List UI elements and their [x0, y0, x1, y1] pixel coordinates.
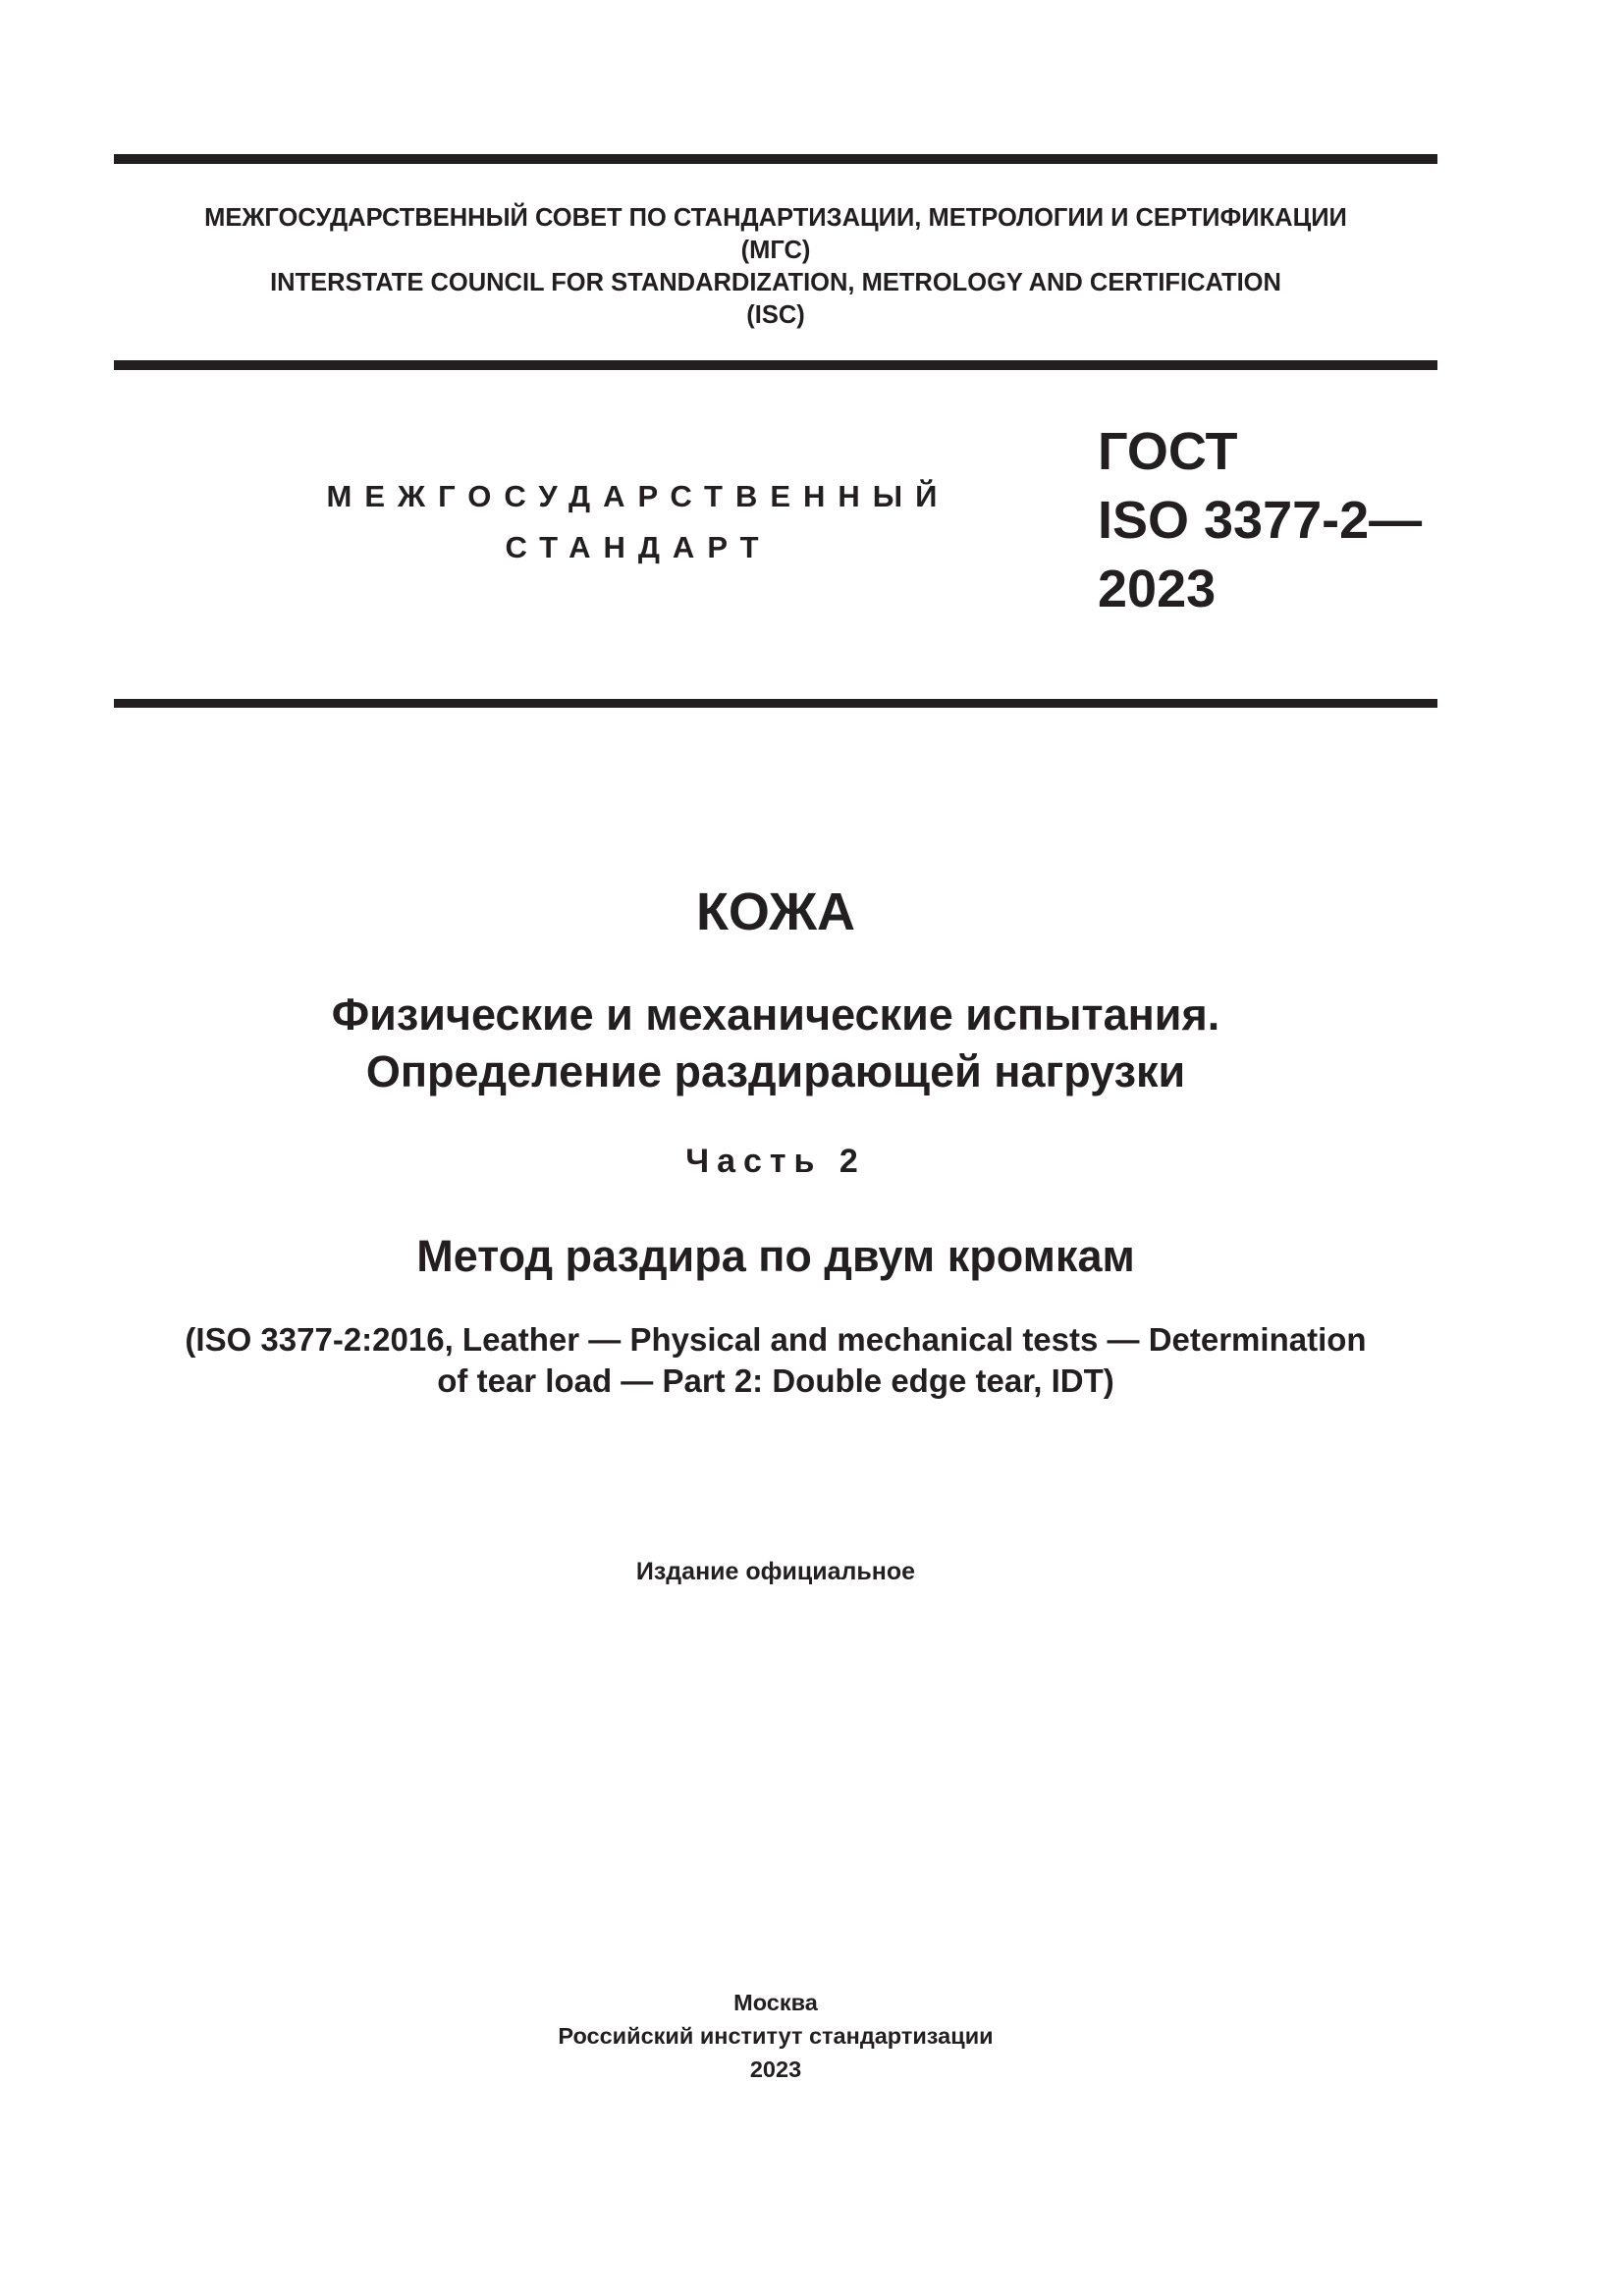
imprint-city: Москва	[733, 1990, 818, 2015]
edition-note: Издание официальное	[635, 1558, 916, 1585]
designation-line3: 2023	[1098, 560, 1217, 618]
imprint-publisher: Российский институт стандартизации	[558, 2023, 994, 2049]
top-rule	[114, 154, 1437, 164]
designation-line2: ISO 3377-2—	[1098, 491, 1423, 550]
standard-type	[324, 471, 952, 573]
imprint	[0, 1986, 1551, 2086]
subtitle-line2: Определение раздирающей нагрузки	[365, 1046, 1186, 1096]
council-abbr-en: (ISC)	[746, 301, 805, 329]
council-abbr-ru: (МГС)	[740, 237, 811, 264]
method-title: Метод раздира по двум кромкам	[416, 1231, 1135, 1281]
council-header	[114, 202, 1437, 332]
council-name-en: INTERSTATE COUNCIL FOR STANDARDIZATION, METROLOGY AND CERTIFICATION	[270, 269, 1281, 296]
iso-reference-line1: (ISO 3377-2:2016, Leather — Physical and mechanical tests — Determination	[185, 1321, 1367, 1358]
iso-reference	[0, 1319, 1551, 1402]
document-title: КОЖА	[695, 882, 856, 941]
council-name-ru: МЕЖГОСУДАРСТВЕННЫЙ СОВЕТ ПО СТАНДАРТИЗАЦИИ, МЕТРОЛОГИИ И СЕРТИФИКАЦИИ	[204, 204, 1347, 232]
standard-type-line2: СТАНДАРТ	[505, 530, 772, 564]
standard-designation	[1098, 417, 1422, 623]
part-label: Часть 2	[685, 1143, 866, 1180]
standard-type-line1: МЕЖГОСУДАРСТВЕННЫЙ	[326, 479, 950, 513]
header-rule	[114, 360, 1437, 370]
document-subtitle	[0, 987, 1551, 1100]
imprint-year: 2023	[749, 2056, 802, 2082]
designation-rule	[114, 699, 1437, 708]
iso-reference-line2: of tear load — Part 2: Double edge tear, IDT)	[437, 1362, 1114, 1399]
subtitle-line1: Физические и механические испытания.	[331, 989, 1220, 1040]
designation-line1: ГОСТ	[1098, 422, 1238, 481]
